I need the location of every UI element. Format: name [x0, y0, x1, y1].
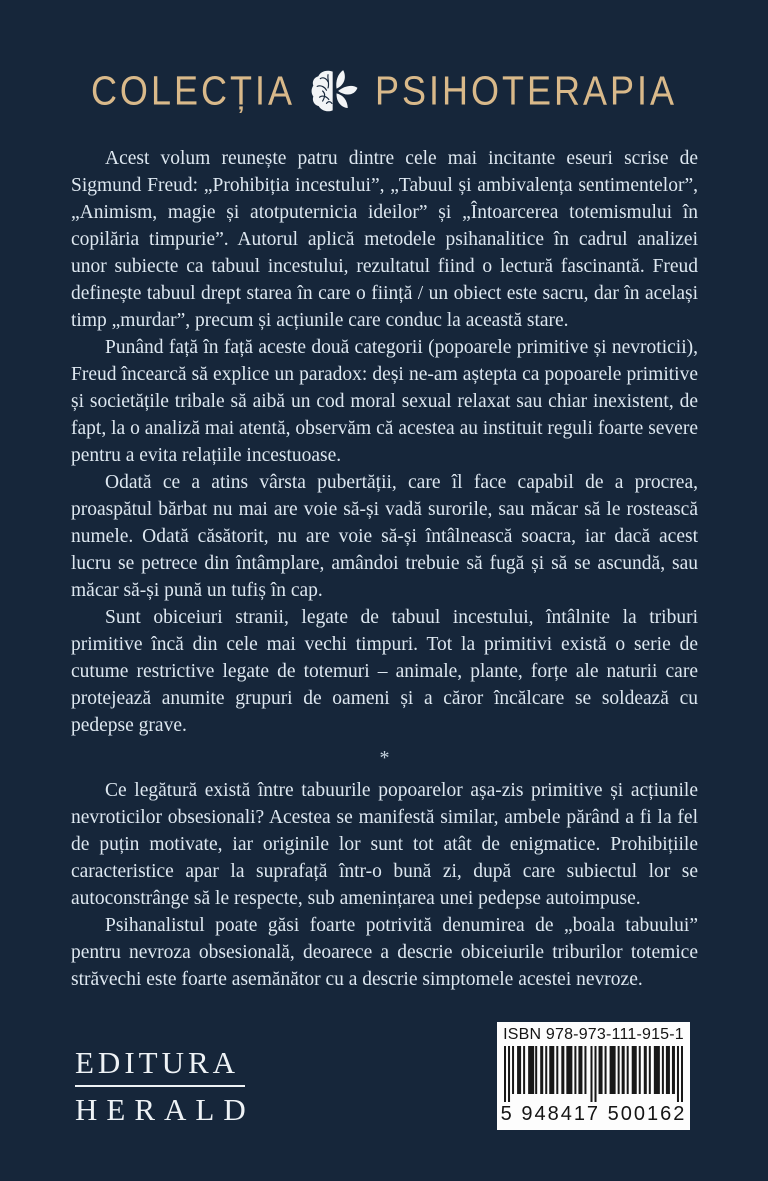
paragraph: Ce legătură există între tabuurile popoarelor așa-zis primitive și acțiunile nevroticilor obsesionali? Acestea se manifestă similar, ambele părând a fi la fel de puțin motivate, iar originile lor sunt tot atât de enigmatice. Prohibițiile caracteristice apar la suprafață într-o bună zi, după care subiectul lor se autoconstrânge să le respecte, sub amenințarea unei pedepse autoimpuse.	[71, 780, 698, 909]
brain-lotus-icon	[311, 68, 359, 114]
publisher-name-bottom: HERALD	[75, 1092, 255, 1127]
collection-header	[0, 68, 768, 114]
ean-number: 5 948417 500162	[500, 1103, 687, 1125]
paragraph: Odată ce a atins vârsta pubertății, care îl face capabil de a procrea, proaspătul bărbat nu mai are voie să-și vadă surorile, sau măcar să le rostească numele. Odată căsătorit, nu are voie să-și întâlnească soacra, iar dacă acest lucru se petrece din întâmplare, amândoi trebuie să fugă și să se ascundă, sau măcar să-și pună un tufiș în cap.	[71, 472, 698, 601]
publisher-name-top: EDITURA	[75, 1045, 240, 1080]
paragraph: Acest volum reunește patru dintre cele mai incitante eseuri scrise de Sigmund Freud: „Prohibiția incestului”, „Tabuul și ambivalența sentimentelor”, „Animism, magie și atotputernicia ideilor” și „Întoarcerea totemismului în copilăria timpurie”. Autorul aplică metodele psihanalitice în cadrul analizei unor subiecte ca tabuul incestului, rezultatul fiind o lectură fascinantă. Freud definește tabuul drept starea în care o ființă / un obiect este sacru, dar în același timp „murdar”, precum și acțiunile care conduc la această stare.	[71, 148, 698, 331]
back-cover-text	[71, 145, 698, 993]
barcode-bars-icon	[504, 1046, 683, 1103]
paragraph: Psihanalistul poate găsi foarte potrivită denumirea de „boala tabuului” pentru nevroza obsesională, deoarece a descrie obiceiurile triburilor totemice străvechi este foarte asemănător cu a descrie simptomele acestei nevroze.	[71, 915, 698, 990]
collection-label: COLECȚIA	[90, 67, 295, 114]
isbn-label: ISBN 978-973-111-915-1	[503, 1026, 684, 1043]
series-label: PSIHOTERAPIA	[374, 67, 678, 114]
section-separator: *	[379, 746, 390, 769]
publisher-logo	[75, 1045, 255, 1127]
logo-divider-line	[75, 1085, 245, 1087]
paragraph: Sunt obiceiuri stranii, legate de tabuul incestului, întâlnite la triburi primitive încă din cele mai vechi timpuri. Tot la primitivi există o serie de cutume restrictive legate de totemuri – animale, plante, forțe ale naturii care protejează anumite grupuri de oameni și a căror încălcare se soldează cu pedepse grave.	[71, 607, 698, 736]
paragraph: Punând față în față aceste două categorii (popoarele primitive și nevroticii), Freud încearcă să explice un paradox: deși ne-am aștepta ca popoarele primitive și societățile tribale să aibă un cod moral sexual relaxat sau chiar inexistent, de fapt, la o analiză mai atentă, observăm că acestea au instituit reguli foarte severe pentru a evita relațiile incestuoase.	[71, 337, 698, 466]
isbn-barcode	[497, 1022, 690, 1130]
